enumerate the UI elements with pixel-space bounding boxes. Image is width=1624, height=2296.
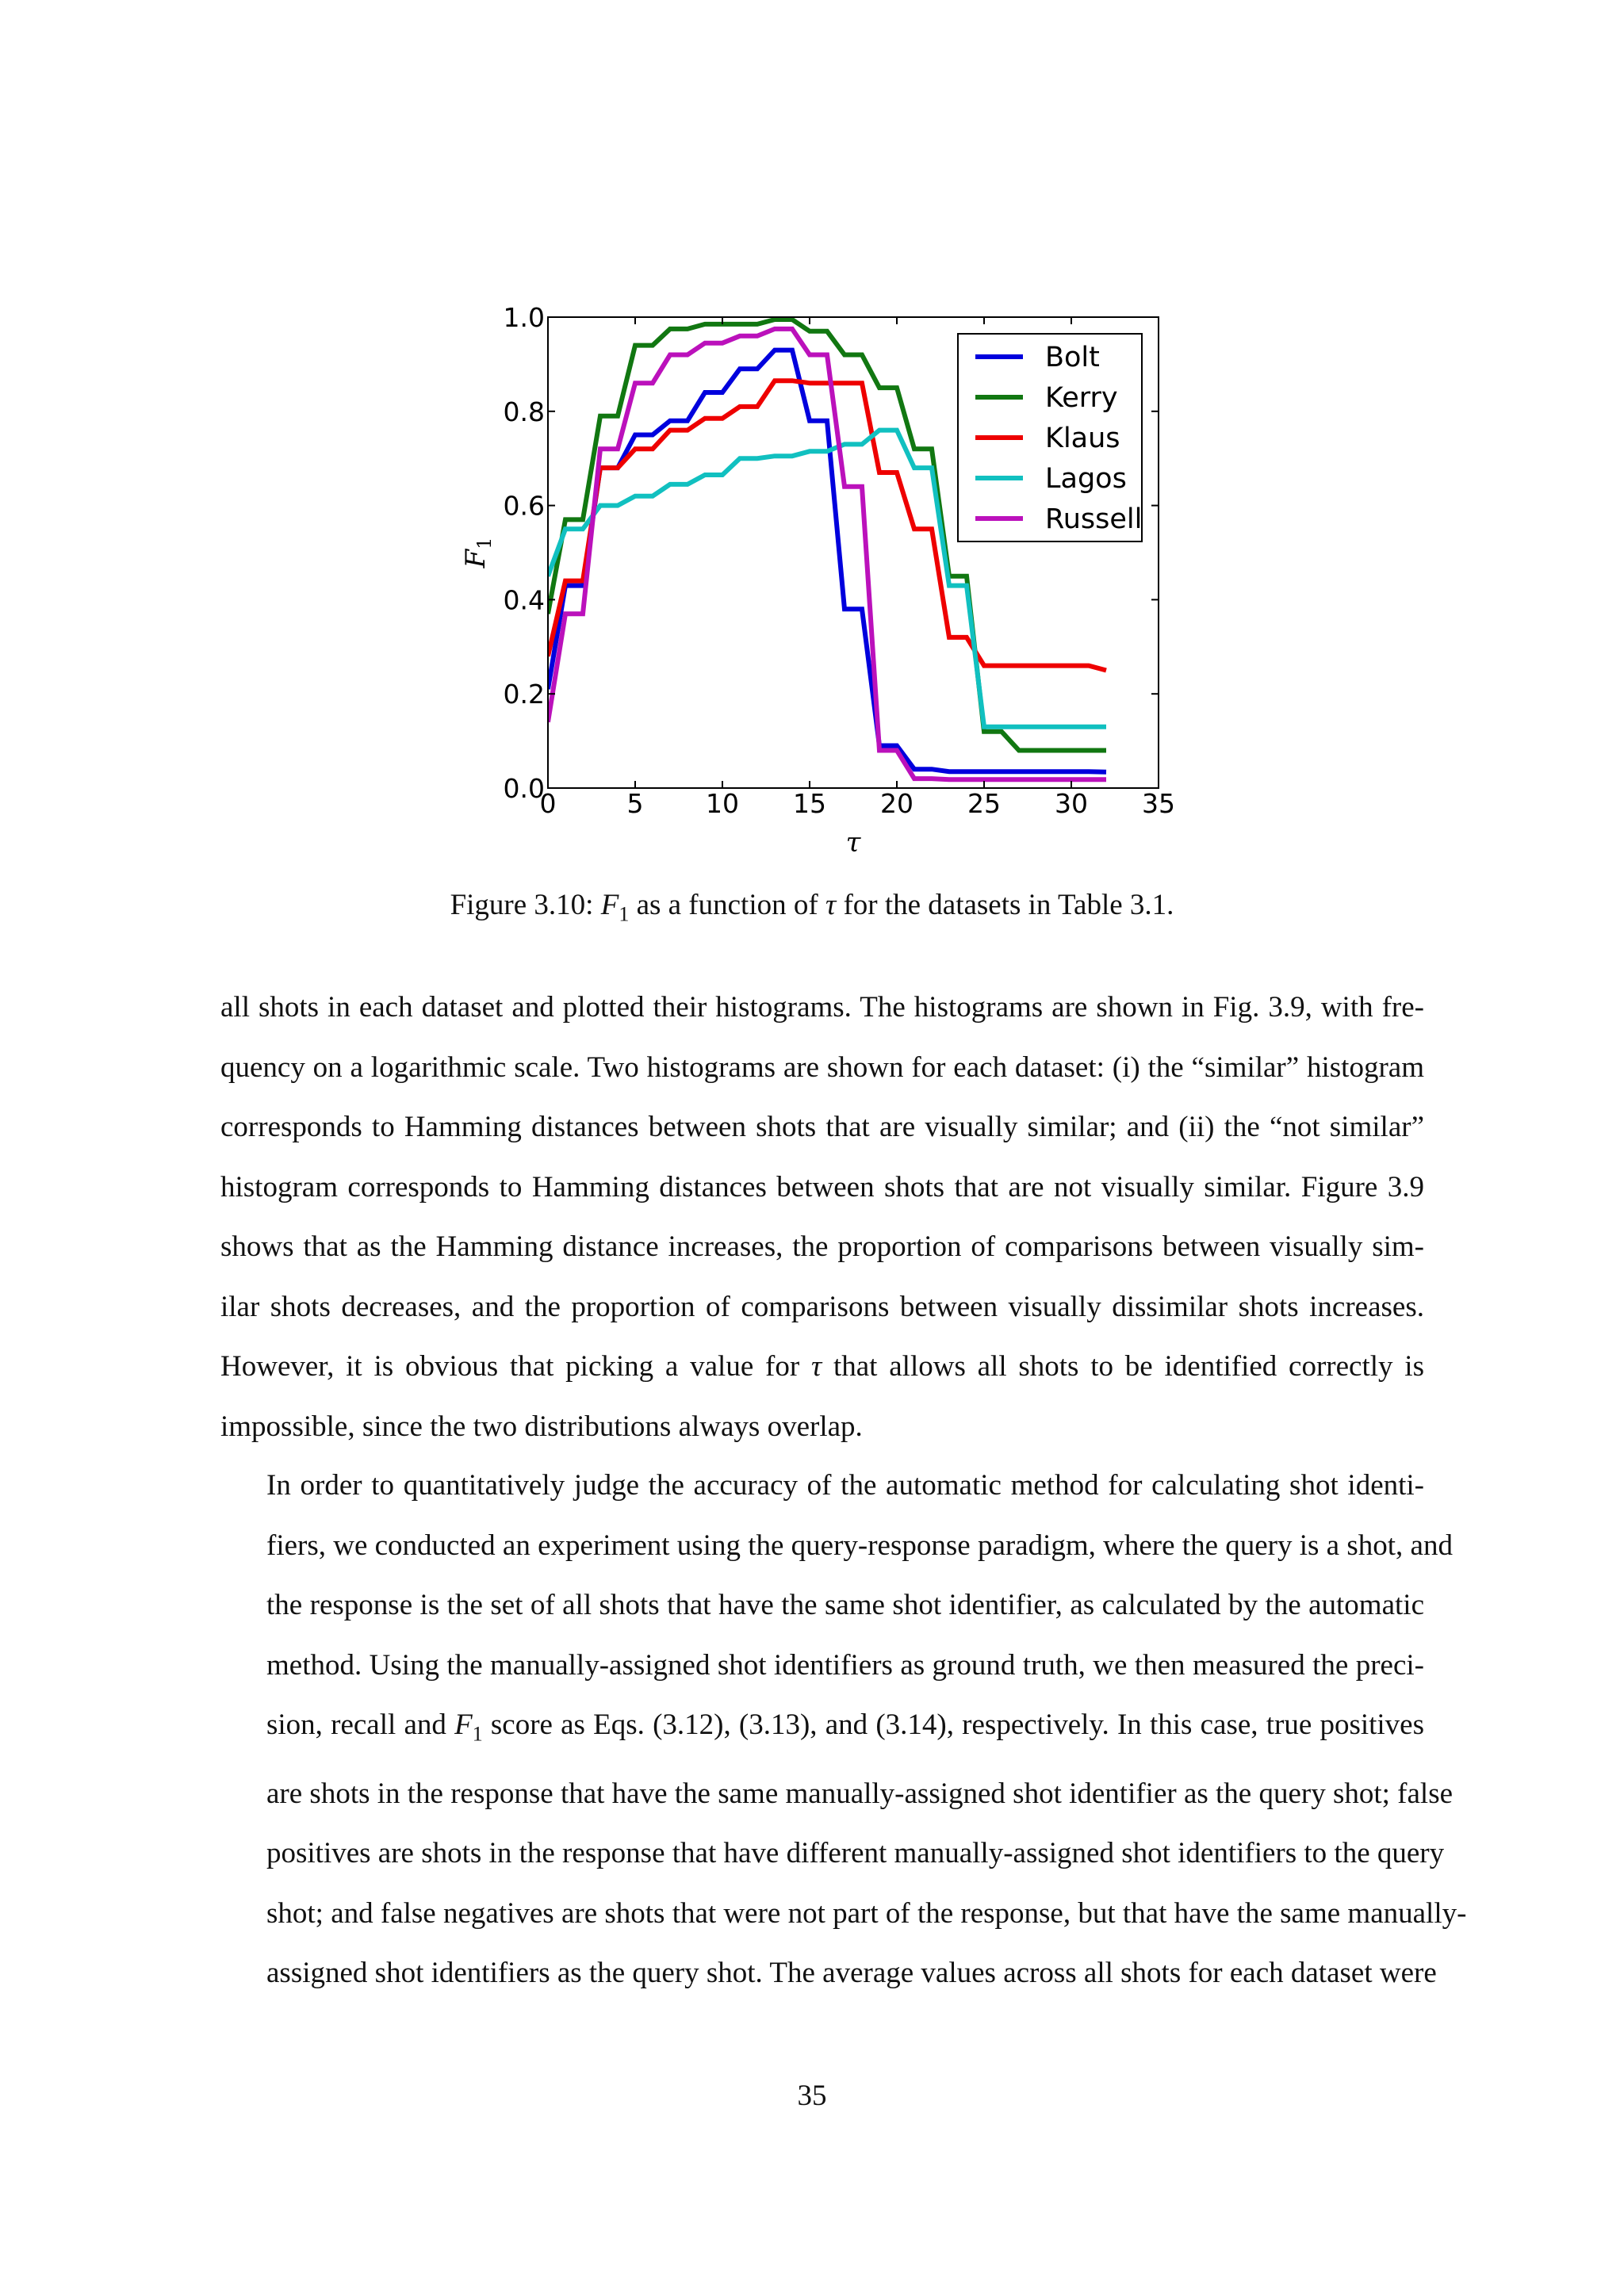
text-line: However, it is obvious that picking a value for τ that allows all shots to be identified correctly is xyxy=(220,1350,1424,1383)
x-tick-label: 10 xyxy=(706,788,739,819)
x-tick-label: 0 xyxy=(539,788,557,819)
text-line: histogram corresponds to Hamming distances between shots that are not visually similar. Figure 3.9 xyxy=(220,1170,1424,1203)
x-tick-label: 25 xyxy=(967,788,1001,819)
y-tick-label: 0.6 xyxy=(503,490,545,522)
text-line: positives are shots in the response that have different manually-assigned shot identifiers to the query xyxy=(266,1837,1445,1870)
paragraph-histograms xyxy=(220,978,1424,1456)
caption-f1-subscript: 1 xyxy=(619,902,630,926)
text-line: corresponds to Hamming distances between shots that are visually similar; and (ii) the “not similar” xyxy=(220,1111,1424,1143)
text-line: assigned shot identifiers as the query shot. The average values across all shots for each dataset were xyxy=(266,1957,1437,1990)
x-axis-label: τ xyxy=(845,827,861,859)
x-tick-label: 20 xyxy=(880,788,914,819)
text-line: method. Using the manually-assigned shot identifiers as ground truth, we then measured the preci- xyxy=(266,1648,1424,1682)
y-tick-label: 0.4 xyxy=(503,584,545,616)
x-tick-label: 35 xyxy=(1142,788,1175,819)
caption-f1: F xyxy=(600,889,619,921)
text-line: In order to quantitatively judge the accuracy of the automatic method for calculating shot identi- xyxy=(266,1469,1424,1502)
caption-tau: τ xyxy=(825,889,837,921)
text-line: shot; and false negatives are shots that were not part of the response, but that have the same manually- xyxy=(266,1896,1467,1930)
paragraph-accuracy-experiment xyxy=(220,1456,1467,2003)
text-line: all shots in each dataset and plotted their histograms. The histograms are shown in Fig. 3.9, with fre- xyxy=(220,991,1424,1024)
caption-prefix: Figure 3.10: xyxy=(450,889,601,921)
text-line: quency on a logarithmic scale. Two histograms are shown for each dataset: (i) the “similar” histogram xyxy=(220,1050,1424,1084)
text-line: are shots in the response that have the same manually-assigned shot identifier as the query shot; false xyxy=(266,1777,1454,1810)
text-line: sion, recall and $F_1$ score as Eqs. (3.12), (3.13), and (3.14), respectively. In this case, true positives xyxy=(266,1709,1424,1746)
legend-label-klaus: Klaus xyxy=(1045,423,1120,454)
text-line: fiers, we conducted an experiment using the query-response paradigm, where the query is a shot, and xyxy=(266,1529,1453,1562)
y-axis-label: $F_1$ xyxy=(460,537,496,568)
legend-label-russell: Russell xyxy=(1045,503,1143,535)
y-tick-label: 0.2 xyxy=(503,679,545,710)
page-number: 35 xyxy=(797,2080,827,2112)
x-tick-label: 15 xyxy=(793,788,826,819)
text-line: impossible, since the two distributions always overlap. xyxy=(220,1410,863,1443)
text-line: the response is the set of all shots that have the same shot identifier, as calculated by the automatic xyxy=(266,1589,1424,1621)
f1-vs-tau-line-chart xyxy=(444,293,1189,864)
x-tick-label: 30 xyxy=(1055,788,1088,819)
y-tick-label: 1.0 xyxy=(503,302,545,333)
figure-3-10 xyxy=(444,293,1189,864)
text-line: ilar shots decreases, and the proportion of comparisons between visually dissimilar shots increases. xyxy=(220,1290,1424,1323)
legend-label-kerry: Kerry xyxy=(1045,382,1118,414)
figure-caption xyxy=(0,888,1624,926)
y-tick-label: 0.0 xyxy=(503,773,545,804)
legend-label-lagos: Lagos xyxy=(1045,463,1127,495)
x-tick-label: 5 xyxy=(626,788,644,819)
legend-label-bolt: Bolt xyxy=(1045,342,1100,373)
caption-middle: as a function of xyxy=(629,889,825,921)
y-tick-label: 0.8 xyxy=(503,396,545,427)
text-line: shows that as the Hamming distance increases, the proportion of comparisons between visually sim- xyxy=(220,1230,1424,1263)
caption-suffix: for the datasets in Table 3.1. xyxy=(836,889,1174,921)
